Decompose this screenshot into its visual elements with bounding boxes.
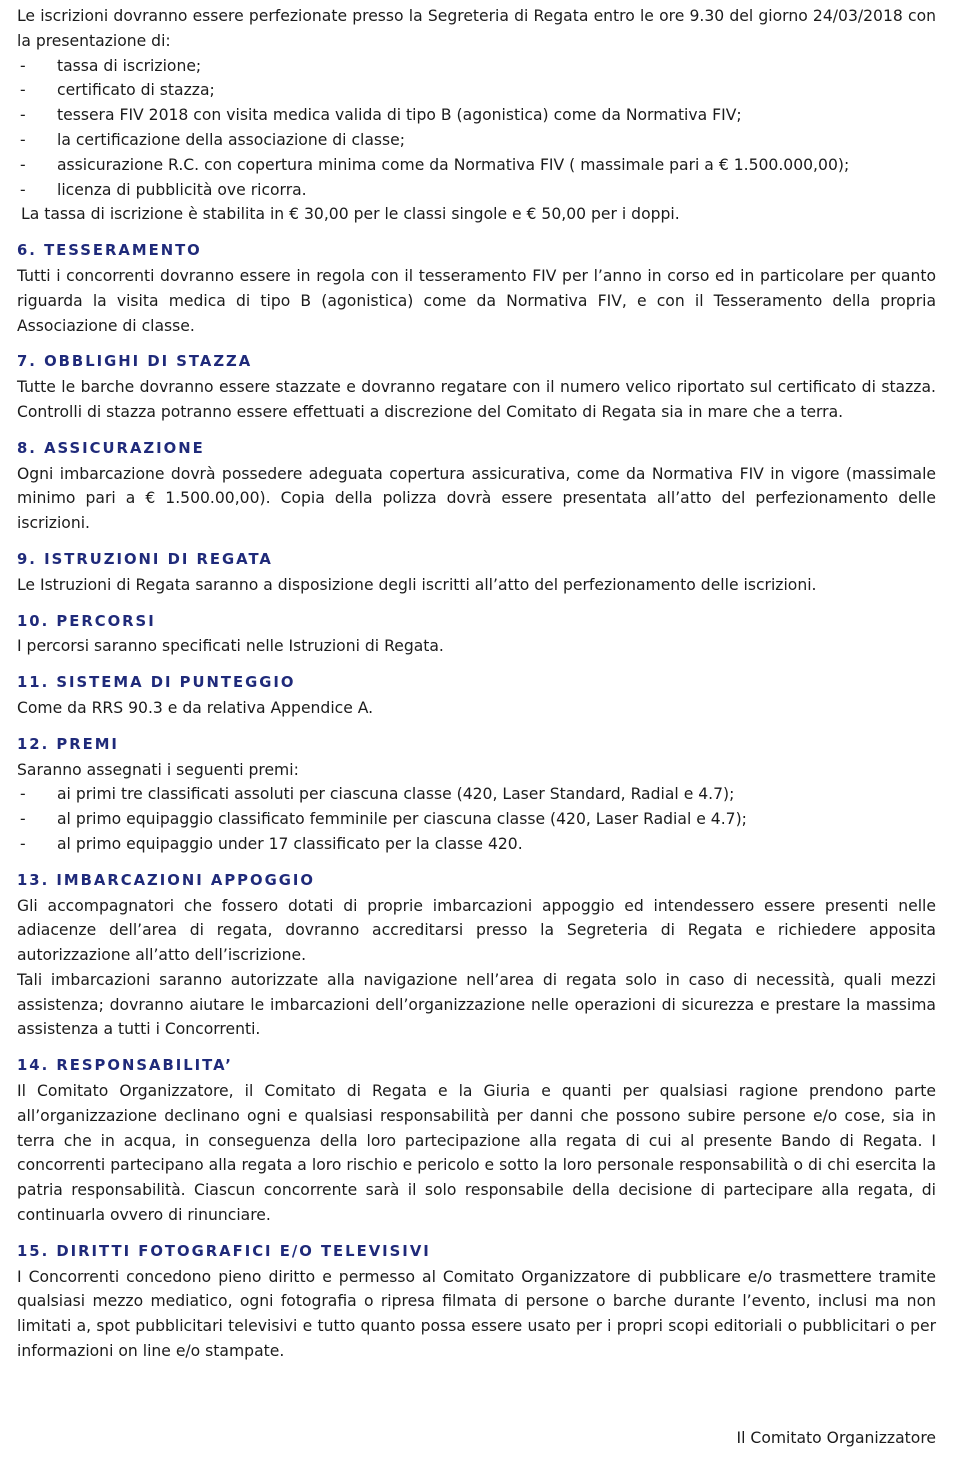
section-body-appoggio-2: Tali imbarcazioni saranno autorizzate alla navigazione nell’area di regata solo in caso di necessità, quali mezzi assistenza; dovranno aiutare le imbarcazioni dell’organizzazione nelle operazioni di sicurezza e prestare la massima assistenza a tutti i Concorrenti. (17, 970, 936, 1039)
section-heading-responsabilita: 14. RESPONSABILITA’ (17, 1057, 233, 1075)
dash-bullet: - (20, 834, 26, 853)
list-item (17, 782, 936, 807)
section-heading-assicurazione: 8. ASSICURAZIONE (17, 439, 205, 457)
list-item-text: la certificazione della associazione di classe; (57, 130, 406, 149)
section-body-tesseramento: Tutti i concorrenti dovranno essere in regola con il tesseramento FIV per l’anno in corso ed in particolare per quanto riguarda la visita medica di tipo B (agonistica) come da Normativa FIV, e con il Tesseramento della propria Associazione di classe. (17, 266, 936, 335)
list-item (17, 832, 936, 857)
list-item-text: licenza di pubblicità ove ricorra. (57, 180, 307, 199)
list-item-text: al primo equipaggio under 17 classificato per la classe 420. (57, 834, 523, 853)
section-heading-punteggio: 11. SISTEMA DI PUNTEGGIO (17, 674, 296, 692)
list-item (17, 128, 936, 153)
section-heading-premi: 12. PREMI (17, 735, 119, 753)
dash-bullet: - (20, 785, 26, 804)
section-body-percorsi: I percorsi saranno specificati nelle Istruzioni di Regata. (17, 637, 444, 656)
list-item (17, 153, 936, 178)
list-item (17, 78, 936, 103)
dash-bullet: - (20, 56, 26, 75)
list-item-text: assicurazione R.C. con copertura minima come da Normativa FIV ( massimale pari a € 1.500.000,00); (57, 155, 850, 174)
section-body-diritti: I Concorrenti concedono pieno diritto e permesso al Comitato Organizzatore di pubblicare e/o trasmettere tramite qualsiasi mezzo mediatico, ogni fotografia o ripresa filmata di persone o barche durante l’evento, inclusi ma non limitati a, spot pubblicitari televisivi e tutto quanto possa essere usato per i propri scopi editoriali o pubblicitari o per informazioni on line e/o stampate. (17, 1267, 936, 1361)
list-item (17, 178, 936, 203)
section-body-obblighi-stazza: Tutte le barche dovranno essere stazzate e dovranno regatare con il numero velico riportato sul certificato di stazza. Controlli di stazza potranno essere effettuati a discrezione del Comitato di Regata sia in mare che a terra. (17, 378, 936, 421)
section-heading-appoggio: 13. IMBARCAZIONI APPOGGIO (17, 871, 315, 889)
list-item (17, 54, 936, 79)
section-body-assicurazione: Ogni imbarcazione dovrà possedere adeguata copertura assicurativa, come da Normativa FIV in vigore (massimale minimo pari a € 1.500.00,00). Copia della polizza dovrà essere presentata all’atto del perfezionamento delle iscrizioni. (17, 464, 936, 533)
list-item-text: tassa di iscrizione; (57, 56, 202, 75)
dash-bullet: - (20, 180, 26, 199)
fee-paragraph: La tassa di iscrizione è stabilita in € 30,00 per le classi singole e € 50,00 per i doppi. (21, 205, 680, 224)
dash-bullet: - (20, 810, 26, 829)
signature: Il Comitato Organizzatore (736, 1429, 936, 1447)
section-heading-istruzioni: 9. ISTRUZIONI DI REGATA (17, 550, 273, 568)
section-body-istruzioni: Le Istruzioni di Regata saranno a disposizione degli iscritti all’atto del perfezionamento delle iscrizioni. (17, 575, 817, 594)
section-heading-percorsi: 10. PERCORSI (17, 612, 156, 630)
list-item-text: tessera FIV 2018 con visita medica valida di tipo B (agonistica) come da Normativa FIV; (57, 106, 742, 125)
section-body-appoggio-1: Gli accompagnatori che fossero dotati di proprie imbarcazioni appoggio ed intendessero essere presenti nelle adiacenze dell’area di regata, dovranno accreditarsi presso la Segreteria di Regata e richiedere apposita autorizzazione all’atto dell’iscrizione. (17, 896, 936, 965)
dash-bullet: - (20, 130, 26, 149)
dash-bullet: - (20, 155, 26, 174)
dash-bullet: - (20, 81, 26, 100)
section-heading-diritti: 15. DIRITTI FOTOGRAFICI E/O TELEVISIVI (17, 1242, 431, 1260)
section-heading-tesseramento: 6. TESSERAMENTO (17, 242, 202, 260)
list-item (17, 103, 936, 128)
section-heading-obblighi-stazza: 7. OBBLIGHI DI STAZZA (17, 353, 253, 371)
list-item-text: ai primi tre classificati assoluti per ciascuna classe (420, Laser Standard, Radial e 4.7); (57, 785, 735, 804)
premi-list (17, 782, 936, 856)
list-item (17, 807, 936, 832)
requirements-list (17, 54, 936, 203)
section-body-punteggio: Come da RRS 90.3 e da relativa Appendice A. (17, 698, 374, 717)
premi-intro: Saranno assegnati i seguenti premi: (17, 760, 299, 779)
list-item-text: al primo equipaggio classificato femminile per ciascuna classe (420, Laser Radial e 4.7); (57, 810, 747, 829)
section-body-responsabilita: Il Comitato Organizzatore, il Comitato di Regata e la Giuria e quanti per qualsiasi ragione prendono parte all’organizzazione declinano ogni e qualsiasi responsabilità per danni che possono subire persone e/o cose, sia in terra che in acqua, in conseguenza della loro partecipazione alla regata di cui al presente Bando di Regata. I concorrenti partecipano alla regata a loro rischio e pericolo e sotto la loro personale responsabilità o di chi esercita la patria responsabilità. Ciascun concorrente sarà il solo responsabile della decisione di partecipare alla regata, di continuarla ovvero di rinunciare. (17, 1082, 936, 1225)
intro-paragraph: Le iscrizioni dovranno essere perfezionate presso la Segreteria di Regata entro le ore 9.30 del giorno 24/03/2018 con la presentazione di: (17, 7, 936, 50)
list-item-text: certificato di stazza; (57, 81, 215, 100)
dash-bullet: - (20, 106, 26, 125)
